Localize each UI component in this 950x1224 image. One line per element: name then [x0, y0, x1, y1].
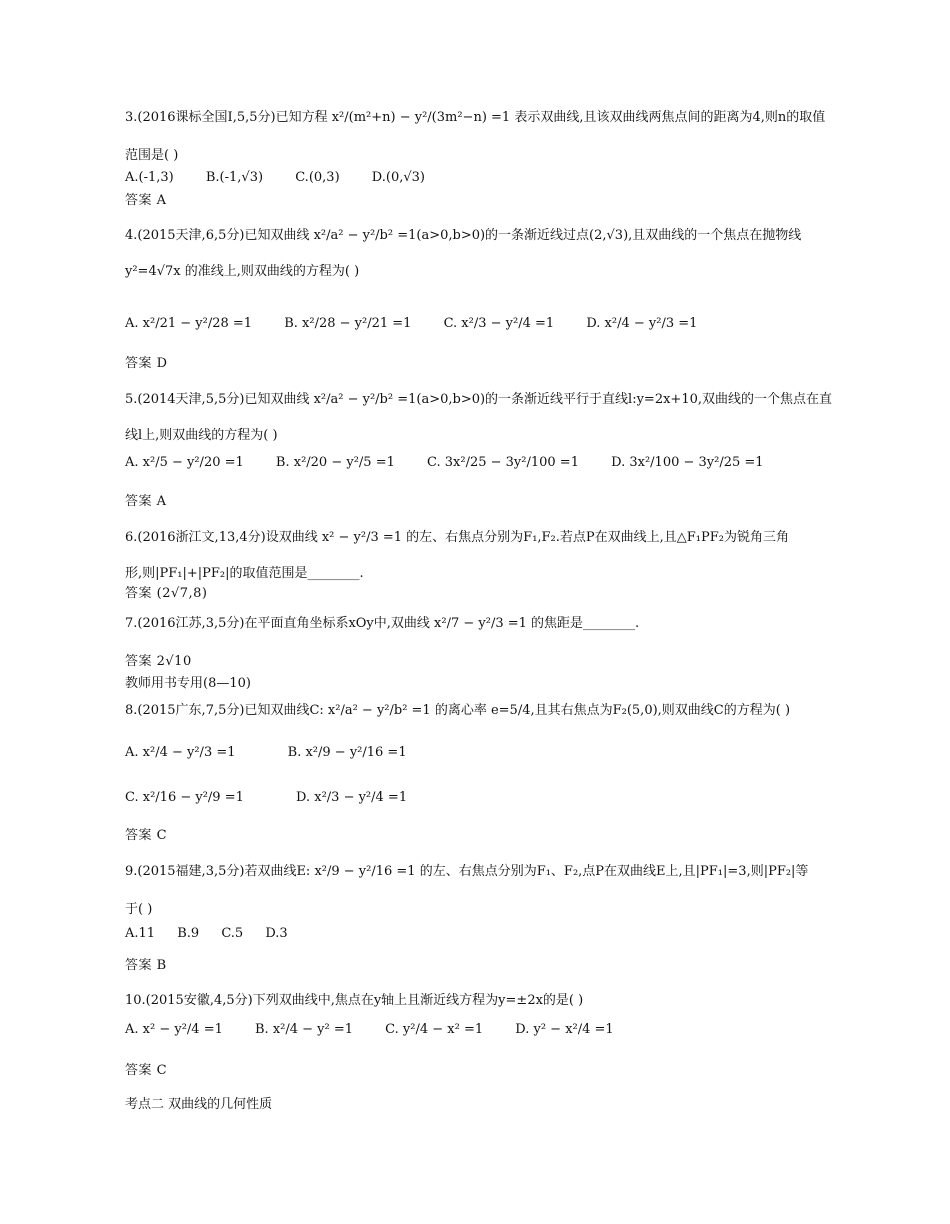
q10-stem: 10.(2015安徽,4,5分)下列双曲线中,焦点在y轴上且渐近线方程为y=±2x的是( ) [125, 993, 584, 1008]
q7-stem: 7.(2016江苏,3,5分)在平面直角坐标系xOy中,双曲线 x²/7 − y²/3 =1 的焦距是________. [125, 616, 640, 631]
q3-answer: 答案 A [125, 193, 167, 208]
q5-option-a: A. x²/5 − y²/20 =1 [125, 455, 244, 470]
q4-option-b: B. x²/28 − y²/21 =1 [284, 316, 412, 331]
q4-option-c: C. x²/3 − y²/4 =1 [443, 316, 555, 331]
q4-options [125, 316, 725, 332]
q10-option-b: B. x²/4 − y² =1 [255, 1022, 354, 1037]
q9-option-a: A.11 [125, 926, 156, 941]
q10-option-d: D. y² − x²/4 =1 [515, 1022, 614, 1037]
q9-stem-cont: 于( ) [125, 902, 153, 917]
q8-stem: 8.(2015广东,7,5分)已知双曲线C: x²/a² − y²/b² =1 的离心率 e=5/4,且其右焦点为F₂(5,0),则双曲线C的方程为( ) [125, 703, 791, 718]
q8-answer: 答案 C [125, 828, 168, 843]
q5-answer: 答案 A [125, 494, 167, 509]
q5-stem: 5.(2014天津,5,5分)已知双曲线 x²/a² − y²/b² =1(a>0,b>0)的一条渐近线平行于直线l:y=2x+10,双曲线的一个焦点在直 [125, 392, 832, 407]
q4-stem: 4.(2015天津,6,5分)已知双曲线 x²/a² − y²/b² =1(a>0,b>0)的一条渐近线过点(2,√3),且双曲线的一个焦点在抛物线 [125, 228, 802, 243]
q3-stem: 3.(2016课标全国Ⅰ,5,5分)已知方程 x²/(m²+n) − y²/(3m²−n) =1 表示双曲线,且该双曲线两焦点间的距离为4,则n的取值 [125, 110, 826, 125]
q10-option-a: A. x² − y²/4 =1 [125, 1022, 223, 1037]
q5-option-c: C. 3x²/25 − 3y²/100 =1 [427, 455, 579, 470]
q3-option-a: A.(-1,3) [125, 170, 174, 185]
q8-option-c: C. x²/16 − y²/9 =1 [125, 790, 244, 805]
q3-stem-cont: 范围是( ) [125, 148, 179, 163]
q3-option-c: C.(0,3) [295, 170, 340, 185]
q5-option-d: D. 3x²/100 − 3y²/25 =1 [611, 455, 764, 470]
q6-stem-cont: 形,则|PF₁|+|PF₂|的取值范围是________. [125, 566, 364, 581]
q4-stem-cont: y²=4√7x 的准线上,则双曲线的方程为( ) [125, 264, 360, 279]
q9-option-b: B.9 [177, 926, 200, 941]
q9-option-d: D.3 [265, 926, 288, 941]
q10-options [125, 1022, 642, 1038]
q8-options-row2 [125, 790, 435, 806]
q9-answer: 答案 B [125, 958, 167, 973]
q5-options [125, 455, 792, 471]
q3-option-b: B.(-1,√3) [205, 170, 264, 185]
q4-option-d: D. x²/4 − y²/3 =1 [586, 316, 698, 331]
q8-options-row1 [125, 745, 435, 761]
q9-stem: 9.(2015福建,3,5分)若双曲线E: x²/9 − y²/16 =1 的左、右焦点分别为F₁、F₂,点P在双曲线E上,且|PF₁|=3,则|PF₂|等 [125, 864, 809, 879]
q3-options [125, 170, 453, 186]
q8-option-d: D. x²/3 − y²/4 =1 [296, 790, 408, 805]
q9-option-c: C.5 [221, 926, 244, 941]
q9-options [125, 926, 316, 942]
q5-option-b: B. x²/20 − y²/5 =1 [275, 455, 395, 470]
q5-stem-cont: 线l上,则双曲线的方程为( ) [125, 428, 278, 443]
q3-option-d: D.(0,√3) [371, 170, 425, 185]
q7-answer: 答案 2√10 [125, 654, 192, 669]
section-heading: 考点二 双曲线的几何性质 [125, 1097, 273, 1112]
q10-answer: 答案 C [125, 1063, 168, 1078]
teacher-section-label: 教师用书专用(8—10) [125, 676, 251, 691]
q4-option-a: A. x²/21 − y²/28 =1 [125, 316, 253, 331]
q8-option-b: B. x²/9 − y²/16 =1 [287, 745, 407, 760]
q10-option-c: C. y²/4 − x² =1 [385, 1022, 484, 1037]
q6-answer: 答案 (2√7,8) [125, 586, 208, 601]
q8-option-a: A. x²/4 − y²/3 =1 [125, 745, 236, 760]
q6-stem: 6.(2016浙江文,13,4分)设双曲线 x² − y²/3 =1 的左、右焦点分别为F₁,F₂.若点P在双曲线上,且△F₁PF₂为锐角三角 [125, 530, 789, 545]
q4-answer: 答案 D [125, 356, 168, 371]
